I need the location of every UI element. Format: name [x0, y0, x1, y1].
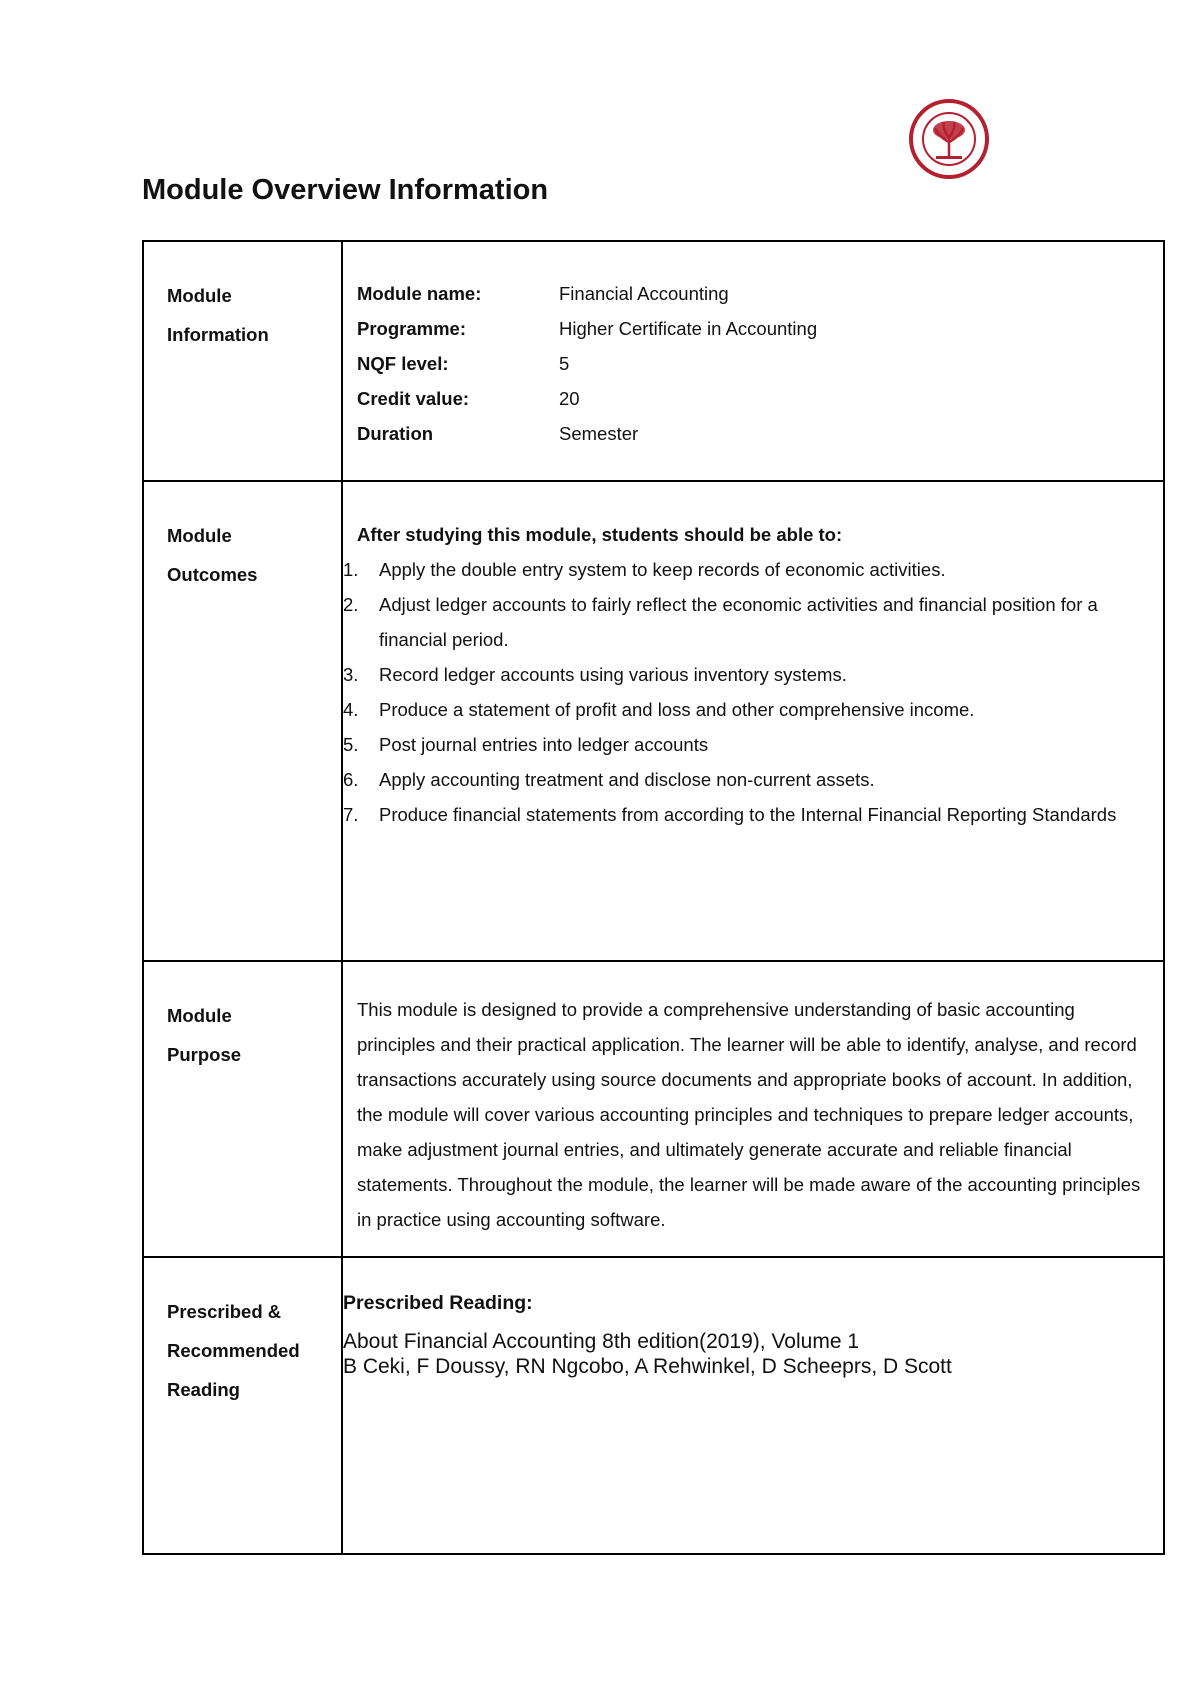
info-value: Financial Accounting	[559, 282, 729, 304]
list-item	[343, 727, 1163, 762]
reading-content	[342, 1257, 1164, 1554]
info-key: Duration	[357, 422, 434, 444]
item-text: Post journal entries into ledger accounts	[379, 734, 709, 755]
info-key: Module name:	[357, 282, 482, 304]
item-text: Produce financial statements from according to the Internal Financial Reporting Standards	[379, 804, 1117, 825]
item-number: 6.	[343, 769, 359, 790]
item-number: 3.	[343, 664, 359, 685]
purpose-content	[342, 961, 1164, 1257]
info-key: Programme:	[357, 317, 466, 339]
info-row	[357, 416, 1163, 451]
list-item	[343, 657, 1163, 692]
table-row-reading	[143, 1257, 1164, 1554]
item-number: 2.	[343, 594, 359, 615]
list-item	[343, 797, 1163, 832]
info-value: 20	[559, 387, 580, 409]
label-line: Information	[167, 324, 269, 345]
outcomes-label	[143, 481, 342, 961]
info-row	[357, 346, 1163, 381]
reading-book: About Financial Accounting 8th edition(2019), Volume 1	[343, 1330, 860, 1353]
info-key: NQF level:	[357, 352, 449, 374]
information-content	[342, 241, 1164, 481]
item-number: 7.	[343, 804, 359, 825]
label-line: Reading	[167, 1379, 240, 1400]
list-item	[343, 587, 1163, 657]
label-line: Outcomes	[167, 564, 258, 585]
list-item	[343, 552, 1163, 587]
label-line: Recommended	[167, 1340, 300, 1361]
item-number: 1.	[343, 559, 359, 580]
reading-heading: Prescribed Reading:	[343, 1292, 533, 1314]
outcomes-content	[342, 481, 1164, 961]
table-row-outcomes	[143, 481, 1164, 961]
info-row	[357, 276, 1163, 311]
regent-logo	[908, 98, 1178, 180]
info-value: Semester	[559, 422, 639, 444]
info-row	[357, 311, 1163, 346]
info-value: 5	[559, 352, 570, 374]
item-number: 4.	[343, 699, 359, 720]
item-text: Adjust ledger accounts to fairly reflect the economic activities and financial position for a financial period.	[379, 594, 1098, 650]
table-row-purpose	[143, 961, 1164, 1257]
page-title: Module Overview Information	[142, 174, 549, 206]
label-line: Purpose	[167, 1044, 242, 1065]
item-text: Apply the double entry system to keep records of economic activities.	[379, 559, 946, 580]
item-number: 5.	[343, 734, 359, 755]
purpose-text: This module is designed to provide a comprehensive understanding of basic accounting principles and their practical application. The learner will be able to identify, analyse, and record transactions accurately using source documents and appropriate books of account. In addition, the module will cover various accounting principles and techniques to prepare ledger accounts, make adjustment journal entries, and ultimately generate accurate and reliable financial statements. Throughout the module, the learner will be made aware of the accounting principles in practice using accounting software.	[357, 999, 1141, 1230]
outcomes-list	[343, 552, 1163, 832]
reading-authors: B Ceki, F Doussy, RN Ngcobo, A Rehwinkel, D Scheeprs, D Scott	[343, 1355, 952, 1378]
label-line: Module	[167, 285, 232, 306]
label-line: Module	[167, 525, 232, 546]
module-overview-table	[142, 240, 1165, 1555]
item-text: Produce a statement of profit and loss and other comprehensive income.	[379, 699, 975, 720]
purpose-label	[143, 961, 342, 1257]
table-row-information	[143, 241, 1164, 481]
item-text: Record ledger accounts using various inventory systems.	[379, 664, 847, 685]
regent-seal-icon	[908, 98, 990, 180]
info-row	[357, 381, 1163, 416]
item-text: Apply accounting treatment and disclose non-current assets.	[379, 769, 875, 790]
label-line: Prescribed &	[167, 1301, 282, 1322]
label-line: Module	[167, 1005, 232, 1026]
information-label	[143, 241, 342, 481]
list-item	[343, 692, 1163, 727]
list-item	[343, 762, 1163, 797]
info-key: Credit value:	[357, 387, 470, 409]
info-value: Higher Certificate in Accounting	[559, 317, 818, 339]
outcomes-heading: After studying this module, students should be able to:	[357, 524, 843, 545]
reading-label	[143, 1257, 342, 1554]
